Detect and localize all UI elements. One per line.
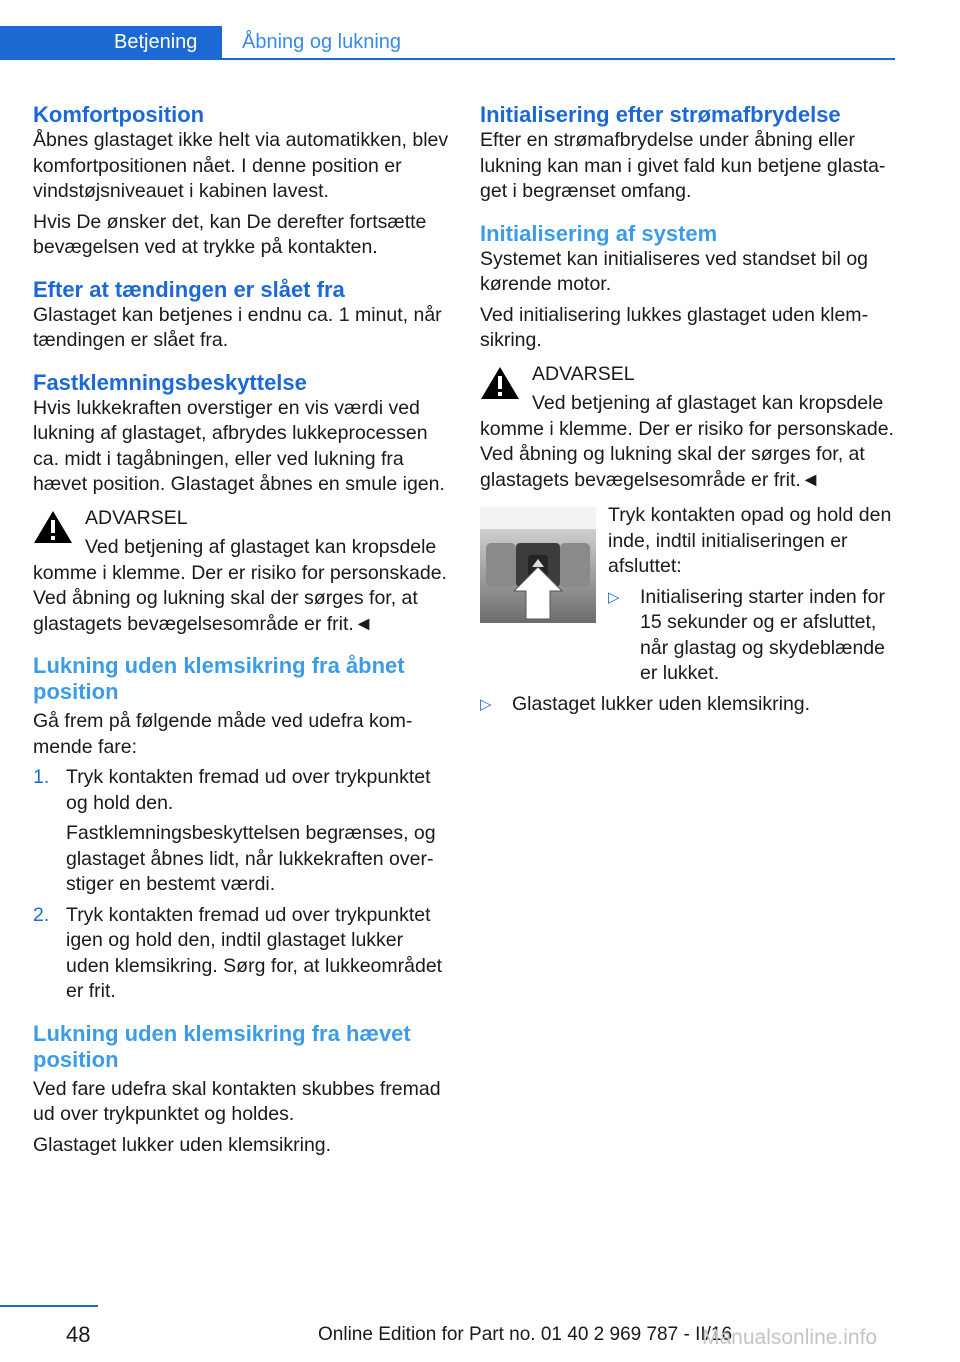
warning-title: ADVARSEL xyxy=(85,506,188,529)
figure-block xyxy=(480,503,898,687)
paragraph: Hvis lukkekraften overstiger en vis værdi ved lukning af glastaget, afbrydes lukkeprocessen ca. midt i tagåbningen, eller ved lukning fra hævet position. Glastaget åbnes en smule igen. xyxy=(33,396,445,495)
warning-text: komme i klemme. Der er risiko for personskade. Ved åbning og lukning skal der sørges for, at glastagets bevægelsesområde er frit.◄ xyxy=(480,417,894,491)
warning-text-lead: Ved betjening af glastaget kan kropsdele xyxy=(85,536,437,558)
paragraph: Ved fare udefra skal kontakten skubbes fremad ud over trykpunktet og holdes. xyxy=(33,1077,441,1125)
list-item xyxy=(480,692,898,718)
paragraph: Systemet kan initialiseres ved standset bil og kørende motor. xyxy=(480,247,869,295)
paragraph: Åbnes glastaget ikke helt via automatikken, blev komfortpositionen nået. I denne position er vindstøjsniveauet i kabinen lavest. xyxy=(33,129,449,202)
heading-lukning-aabnet: Lukning uden klemsikring fra åbnet position xyxy=(33,653,405,704)
paragraph: Glastaget kan betjenes i endnu ca. 1 minut, når tændingen er slået fra. xyxy=(33,303,442,351)
list-item xyxy=(33,765,451,898)
left-column xyxy=(33,102,451,1163)
heading-fastklemningsbeskyttelse: Fastklemningsbeskyttelse xyxy=(33,369,307,395)
warning-text: komme i klemme. Der er risiko for personskade. Ved åbning og lukning skal der sørges for, at glastagets bevægelsesområde er frit.◄ xyxy=(33,561,447,635)
page-number: 48 xyxy=(66,1322,91,1347)
list-item xyxy=(608,585,898,687)
paragraph: Hvis De ønsker det, kan De derefter fortsætte bevægelsen ved at trykke på kontakten. xyxy=(33,210,427,258)
header-rule xyxy=(222,58,895,60)
triangle-bullet-icon: ▷ xyxy=(608,588,620,606)
list-number: 2. xyxy=(33,903,50,926)
figure-caption: Tryk kontakten opad og hold den inde, indtil initialiseringen er afsluttet: xyxy=(608,504,892,577)
paragraph: Gå frem på følgende måde ved udefra kommende fare: xyxy=(33,710,413,758)
triangle-bullet-icon: ▷ xyxy=(480,695,492,713)
footer-edition: Online Edition for Part no. 01 40 2 969 787 - II/16 xyxy=(318,1324,733,1345)
paragraph: Ved initialisering lukkes glastaget uden klemsikring. xyxy=(480,303,869,351)
heading-taendingen: Efter at tændingen er slået fra xyxy=(33,276,345,302)
right-column xyxy=(480,102,898,722)
warning-text-lead: Ved betjening af glastaget kan kropsdele xyxy=(532,392,884,414)
list-item-text: Tryk kontakten fremad ud over trykpunktet og hold den. xyxy=(66,766,431,814)
paragraph: Efter en strømafbrydelse under åbning eller lukning kan man i givet fald kun betjene glastaget i begrænset omfang. xyxy=(480,129,886,202)
list-number: 1. xyxy=(33,766,50,788)
list-item-text: Glastaget lukker uden klemsikring. xyxy=(512,692,811,715)
footer-rule xyxy=(0,1305,98,1307)
paragraph: Glastaget lukker uden klemsikring. xyxy=(33,1133,332,1156)
warning-triangle-icon xyxy=(33,510,73,544)
header-section-label: Betjening xyxy=(114,31,198,53)
roof-switch-photo xyxy=(480,507,596,623)
list-item-text: Tryk kontakten fremad ud over trykpunktet igen og hold den, indtil glastaget lukker uden klemsikring. Sørg for, at lukkeområdet er frit. xyxy=(66,903,443,1002)
list-item-note: Fastklemningsbeskyttelsen begrænses, og glastaget åbnes lidt, når lukkekraften overstiger en bestemt værdi. xyxy=(66,822,436,895)
watermark: Manualsonline.info xyxy=(702,1326,878,1349)
list-item xyxy=(33,903,451,1005)
list-item-text: Initialisering starter inden for 15 sekunder og er afsluttet, når glastag og skydeblænde er lukket. xyxy=(640,585,885,684)
heading-initialisering-system: Initialisering af system xyxy=(480,220,718,246)
heading-komfortposition: Komfortposition xyxy=(33,102,205,127)
heading-initialisering-stroem: Initialisering efter strømafbrydelse xyxy=(480,102,841,127)
warning-box xyxy=(480,362,898,494)
warning-box xyxy=(33,506,451,638)
header-subsection-label: Åbning og lukning xyxy=(242,31,402,53)
warning-triangle-icon xyxy=(480,366,520,400)
page-header xyxy=(0,26,895,62)
heading-lukning-haevet: Lukning uden klemsikring fra hævet position xyxy=(33,1020,411,1072)
warning-title: ADVARSEL xyxy=(532,362,635,385)
